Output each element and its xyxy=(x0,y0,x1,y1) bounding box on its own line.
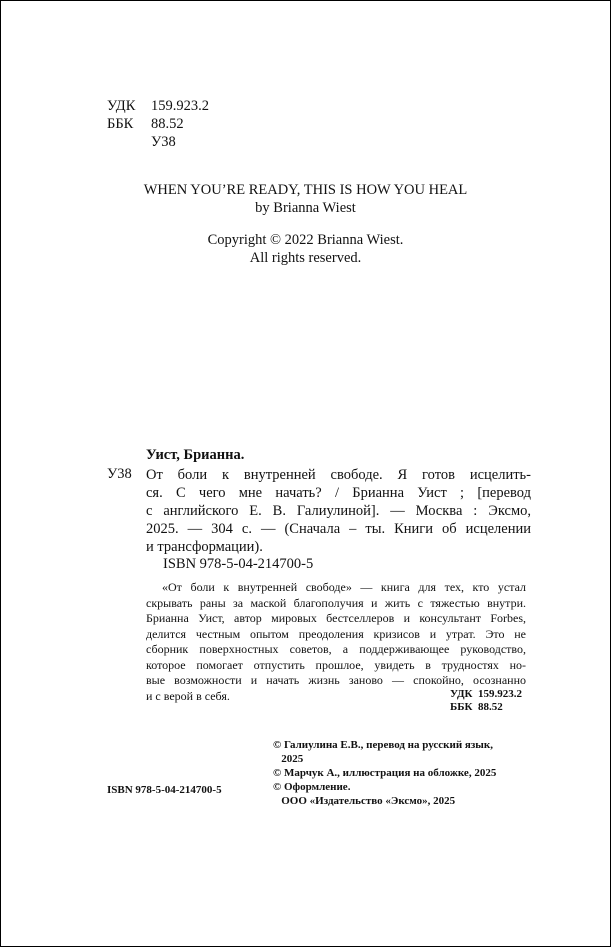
original-copyright: Copyright © 2022 Brianna Wiest. xyxy=(207,232,404,248)
abstract-line: Брианна Уист, автор мировых бестселлеров и консультант Forbes, xyxy=(146,611,526,625)
copyright-notices xyxy=(273,738,531,808)
bbk-small-label: ББК xyxy=(450,701,473,713)
original-title-block xyxy=(1,181,610,217)
udk-label: УДК xyxy=(107,98,136,114)
bbk-small-value: 88.52 xyxy=(478,701,503,713)
abstract-line: скрывать раны за маской благополучия и жить с тяжестью внутри. xyxy=(146,595,526,610)
record-description-line: с английского Е. В. Галиулиной]. — Москва : Эксмо, xyxy=(146,503,531,519)
abstract-line: сборник поверхностных советов, а поддерживающее руководство, xyxy=(146,642,526,656)
bbk-small-row xyxy=(450,701,503,714)
original-rights: All rights reserved. xyxy=(249,250,362,266)
record-description-line: ся. С чего мне начать? / Брианна Уист ; [перевод xyxy=(146,485,531,501)
udk-small-label: УДК xyxy=(450,688,473,700)
abstract-line: вые возможности и начать жизнь заново — спокойно, осознанно xyxy=(146,673,526,687)
abstract-line: «От боли к внутренней свободе» — книга для тех, кто устал xyxy=(162,580,526,594)
abstract-line: и с верой в себя. xyxy=(146,688,230,703)
record-isbn: ISBN 978-5-04-214700-5 xyxy=(163,556,314,572)
copyright-line: © Галиулина Е.В., перевод на русский язык, xyxy=(273,739,493,751)
udk-row xyxy=(107,97,209,115)
udk-small-row xyxy=(450,688,522,701)
isbn-bottom: ISBN 978-5-04-214700-5 xyxy=(107,784,222,796)
udk-value: 159.923.2 xyxy=(151,98,209,114)
record-description-line: и трансформации). xyxy=(146,539,263,555)
abstract-line: которое помогает отпустить прошлое, увидеть в трудностях но- xyxy=(146,657,526,672)
abstract xyxy=(146,580,526,704)
author-mark-row xyxy=(107,133,176,151)
original-copyright-block xyxy=(1,231,610,267)
original-byline: by Brianna Wiest xyxy=(255,200,356,216)
copyright-line: ООО «Издательство «Эксмо», 2025 xyxy=(273,795,456,807)
author-mark: У38 xyxy=(151,134,176,150)
udk-small-value: 159.923.2 xyxy=(478,688,522,700)
record-description-line: 2025. — 304 с. — (Сначала – ты. Книги об исцелении xyxy=(146,521,531,537)
record-author-heading: Уист, Брианна. xyxy=(146,447,245,463)
abstract-line: делится честным опытом преодоления кризисов и утрат. Это не xyxy=(146,626,526,641)
original-title: WHEN YOU’RE READY, THIS IS HOW YOU HEAL xyxy=(143,182,468,198)
copyright-line: © Марчук А., иллюстрация на обложке, 2025 xyxy=(273,767,497,779)
bbk-label: ББК xyxy=(107,116,134,132)
copyright-line: 2025 xyxy=(273,753,304,765)
copyright-line: © Оформление. xyxy=(273,781,351,793)
record-description-line: От боли к внутренней свободе. Я готов исцелить- xyxy=(146,467,531,483)
record-code: У38 xyxy=(107,466,132,482)
bbk-value: 88.52 xyxy=(151,116,184,132)
bbk-row xyxy=(107,115,184,133)
record-description xyxy=(146,466,531,556)
